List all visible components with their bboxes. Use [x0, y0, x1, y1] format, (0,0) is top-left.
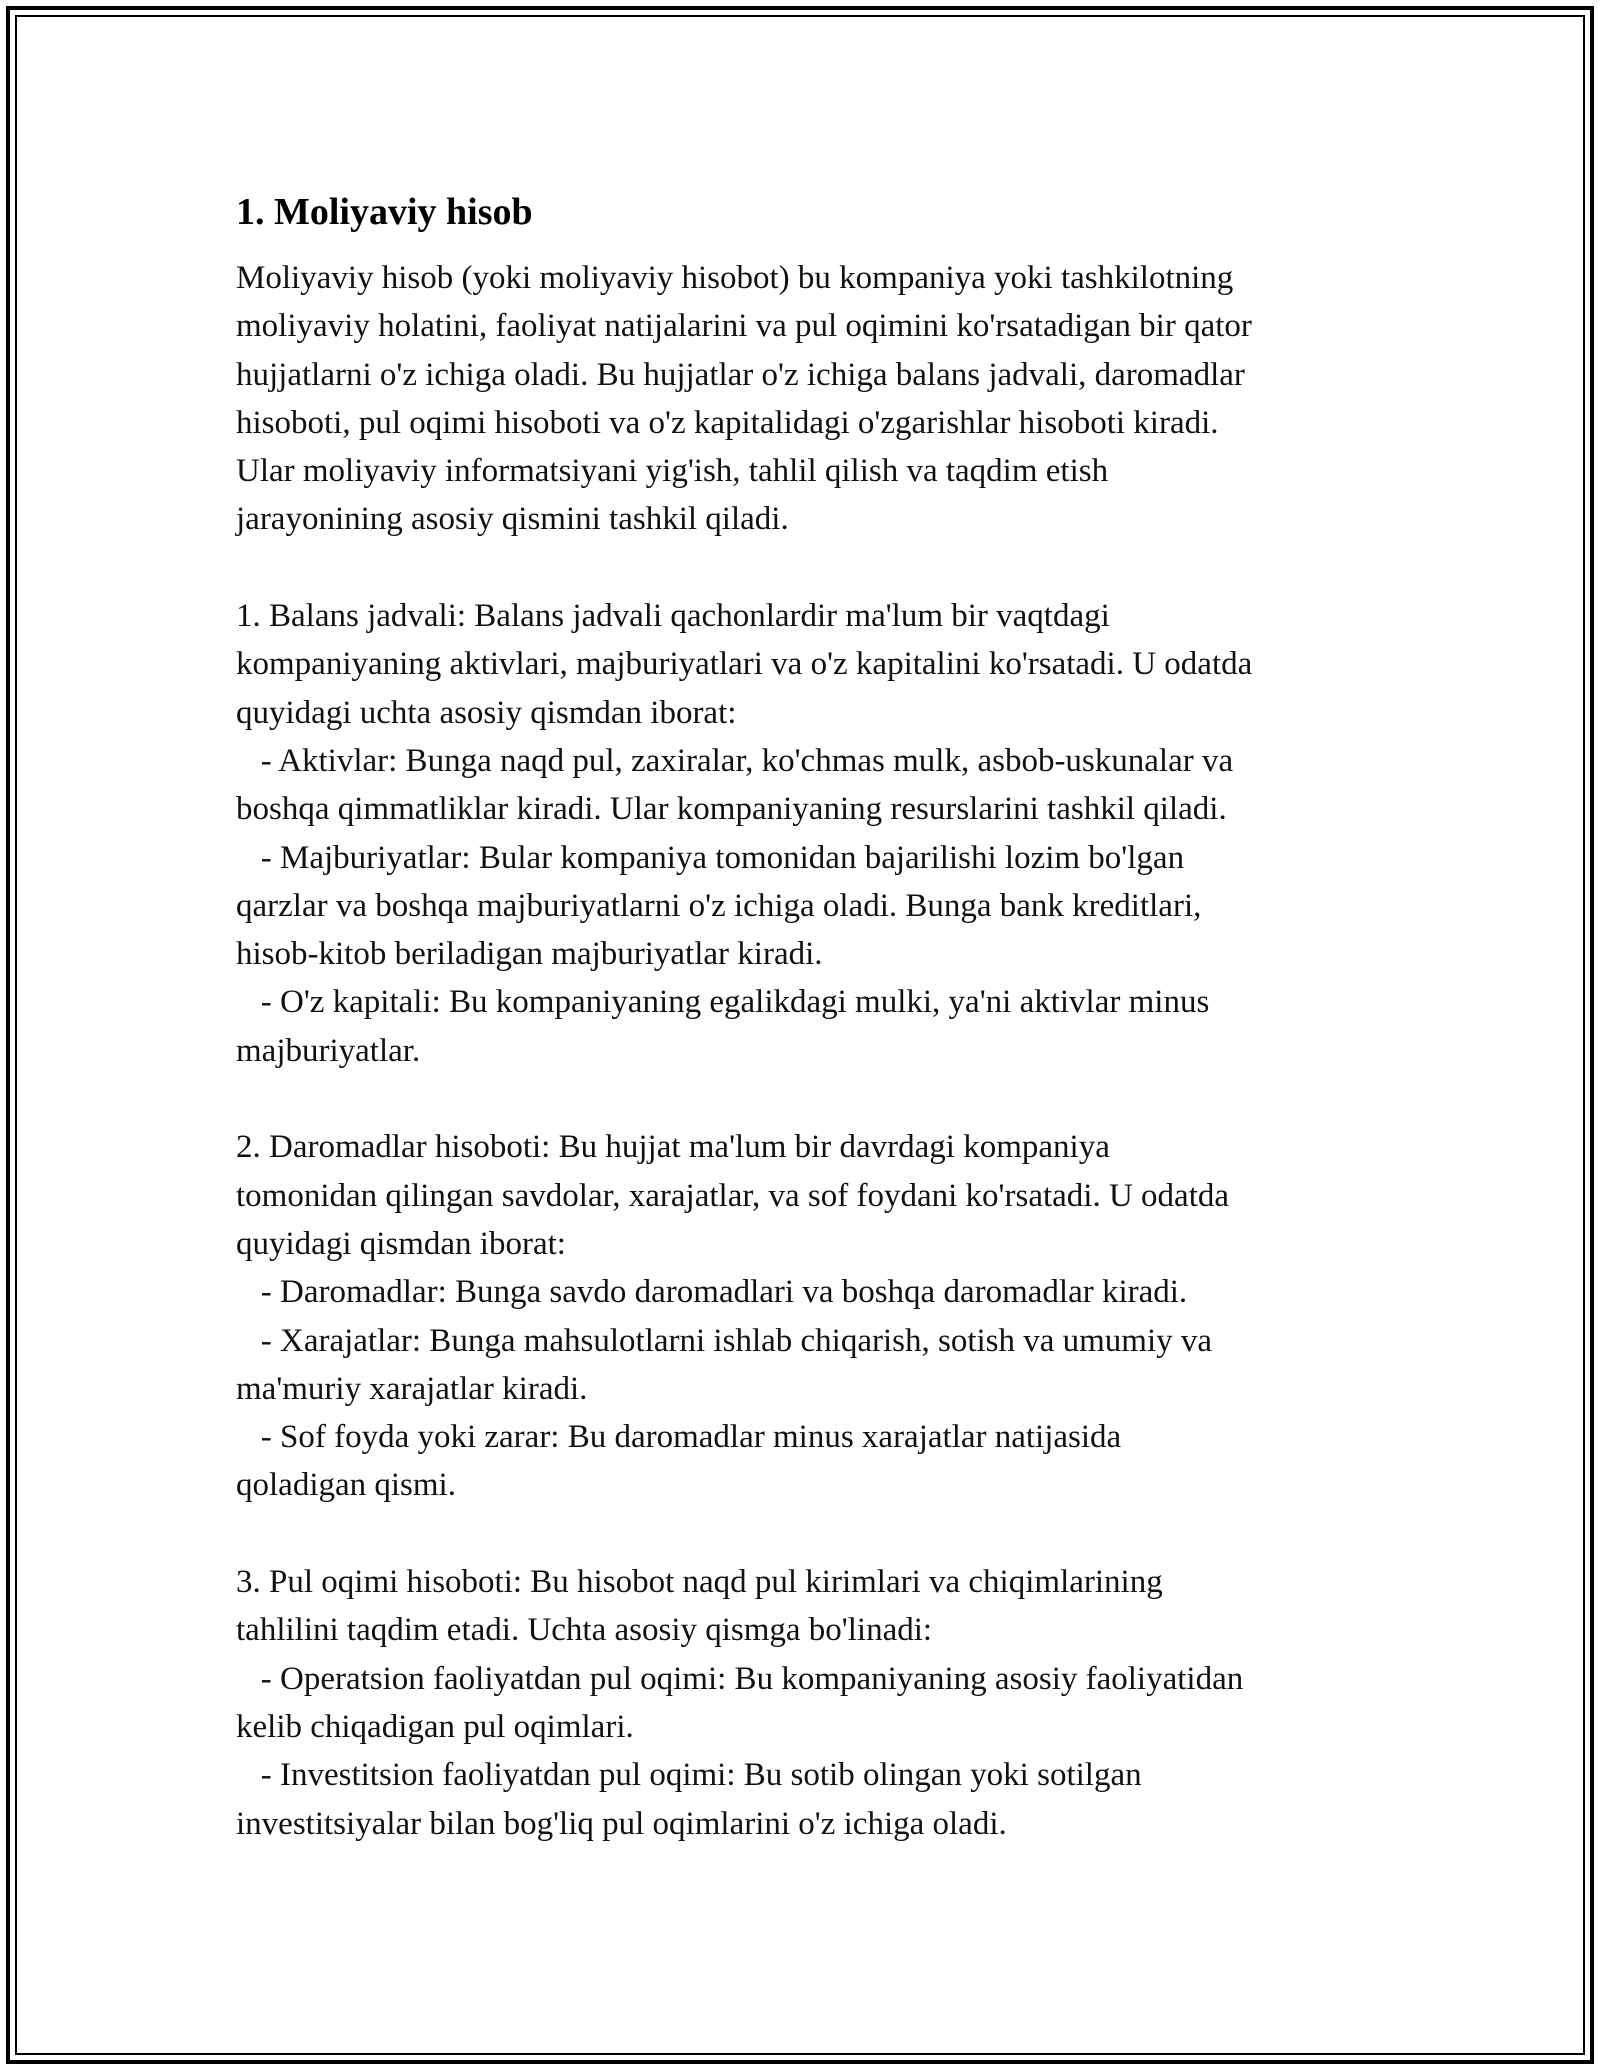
section-heading: 1. Moliyaviy hisob [236, 191, 533, 233]
paragraph-gap [236, 1075, 1386, 1123]
intro-paragraph: Moliyaviy hisob (yoki moliyaviy hisobot) bu kompaniya yoki tashkilotning moliyaviy holatini, faoliyat natijalarini va pul oqimini ko'rsatadigan bir qator hujjatlarni o'z ichiga oladi. Bu hujjatlar o'z ichiga balans jadvali, daromadlar hisoboti, pul oqimi hisoboti va o'z kapitalidagi o'zgarishlar hisoboti kiradi. Ular moliyaviy informatsiyani yig'ish, tahlil qilish va taqdim etish jarayonining asosiy qismini tashkil qiladi. [236, 260, 1252, 538]
balance-sheet-paragraph: 1. Balans jadvali: Balans jadvali qachonlardir ma'lum bir vaqtdagi kompaniyaning aktivlari, majburiyatlari va o'z kapitalini ko'rsatadi. U odatda quyidagi uchta asosiy qismdan iborat: - Aktivlar: Bunga naqd pul, zaxiralar, ko'chmas mulk, asbob-uskunalar va boshqa qimmatliklar kiradi. Ular kompaniyaning resurslarini tashkil qiladi. - Majburiyatlar: Bular kompaniya tomonidan bajarilishi lozim bo'lgan qarzlar va boshqa majburiyatlarni o'z ichiga oladi. Bunga bank kreditlari, hisob-kitob beriladigan majburiyatlar kiradi. - O'z kapitali: Bu kompaniyaning egalikdagi mulki, ya'ni aktivlar minus majburiyatlar. [236, 598, 1253, 1069]
document-body [236, 186, 1386, 1848]
paragraph-gap [236, 544, 1386, 592]
income-statement-paragraph: 2. Daromadlar hisoboti: Bu hujjat ma'lum bir davrdagi kompaniya tomonidan qilingan savdolar, xarajatlar, va sof foydani ko'rsatadi. U odatda quyidagi qismdan iborat: - Daromadlar: Bunga savdo daromadlari va boshqa daromadlar kiradi. - Xarajatlar: Bunga mahsulotlarni ishlab chiqarish, sotish va umumiy va ma'muriy xarajatlar kiradi. - Sof foyda yoki zarar: Bu daromadlar minus xarajatlar natijasida qoladigan qismi. [236, 1129, 1230, 1504]
cash-flow-paragraph: 3. Pul oqimi hisoboti: Bu hisobot naqd pul kirimlari va chiqimlarining tahlilini taqdim etadi. Uchta asosiy qismga bo'linadi: - Operatsion faoliyatdan pul oqimi: Bu kompaniyaning asosiy faoliyatidan kelib chiqadigan pul oqimlari. - Investitsion faoliyatdan pul oqimi: Bu sotib olingan yoki sotilgan investitsiyalar bilan bog'liq pul oqimlarini o'z ichiga oladi. [236, 1564, 1244, 1842]
paragraph-gap [236, 1510, 1386, 1558]
